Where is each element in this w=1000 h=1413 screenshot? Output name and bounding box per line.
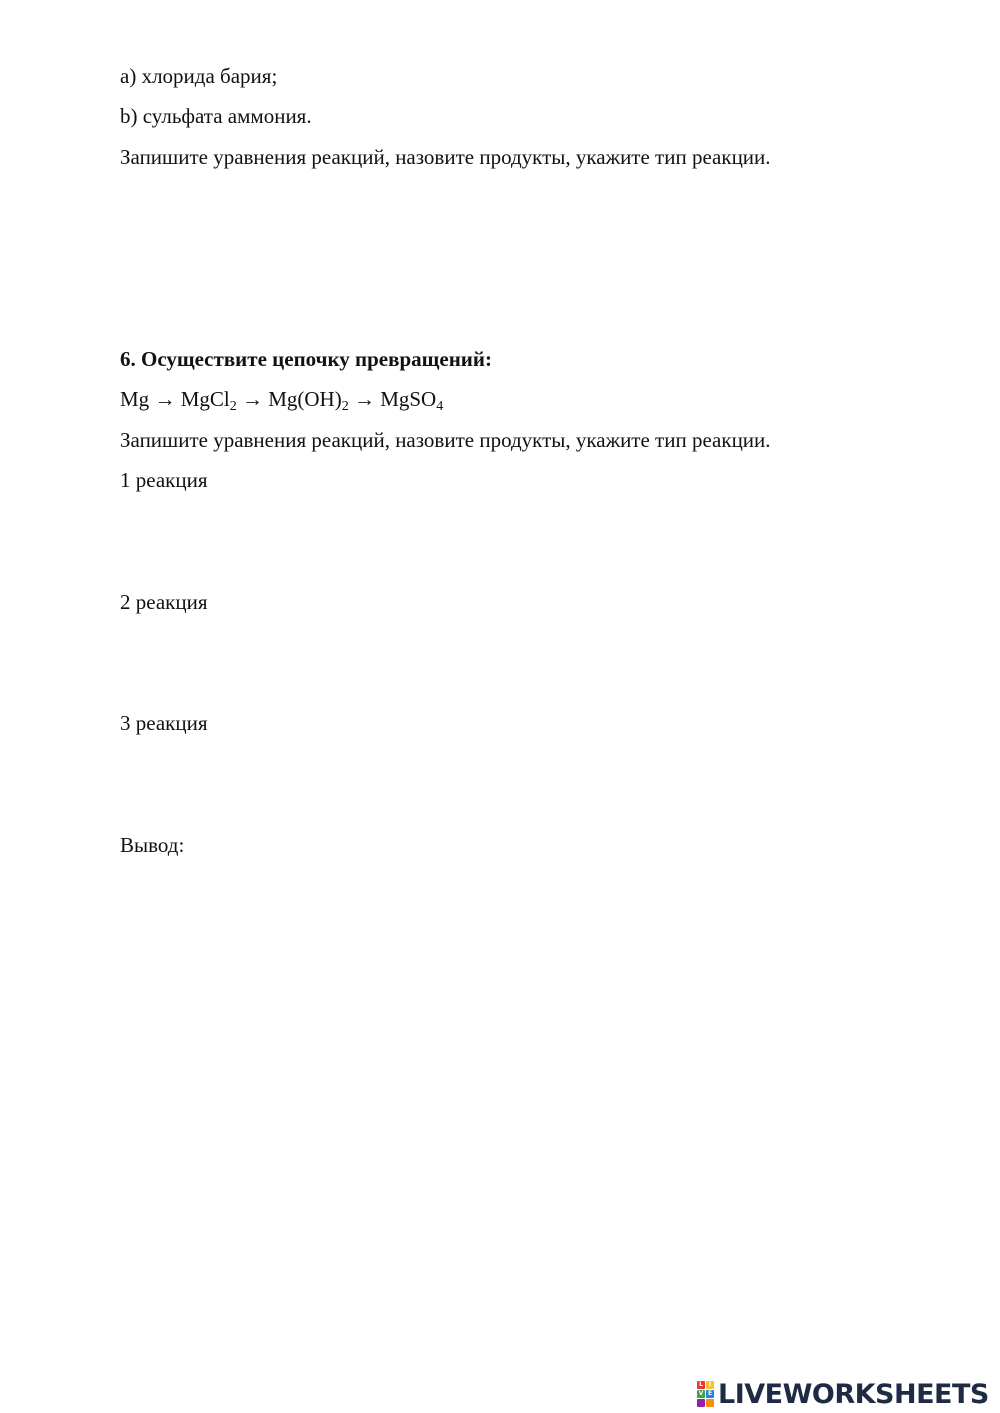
logo-square: I xyxy=(706,1381,714,1389)
logo-square: E xyxy=(707,1390,713,1397)
logo-square xyxy=(697,1399,705,1407)
logo-square: V xyxy=(698,1390,704,1397)
arrow-3: → xyxy=(353,387,375,411)
liveworksheets-logo xyxy=(697,1377,989,1411)
conclusion-label: Вывод: xyxy=(120,833,185,857)
task6-chain-formula xyxy=(120,386,443,412)
logo-square xyxy=(706,1399,714,1407)
arrow-2: → xyxy=(241,387,263,411)
task6-instruction: Запишите уравнения реакций, назовите продукты, укажите тип реакции. xyxy=(120,428,771,452)
reaction-3-label: 3 реакция xyxy=(120,711,208,735)
formula-mgso4: MgSO$_4$ xyxy=(380,387,444,414)
formula-mgcl2: MgCl$_2$ xyxy=(180,387,237,414)
task6-heading: 6. Осуществите цепочку превращений: xyxy=(120,347,492,371)
logo-square: L xyxy=(697,1381,705,1389)
task5-instruction: Запишите уравнения реакций, назовите продукты, укажите тип реакции. xyxy=(120,145,771,169)
logo-text: LIVEWORKSHEETS xyxy=(718,1378,989,1410)
logo-mark-icon xyxy=(697,1381,714,1407)
task5-item-a: a) хлорида бария; xyxy=(120,64,278,88)
arrow-1: → xyxy=(154,387,176,411)
reaction-1-label: 1 реакция xyxy=(120,468,208,492)
task5-item-b: b) сульфата аммония. xyxy=(120,104,312,128)
formula-mgoh2: $Mg(OH)_2$ xyxy=(268,387,349,414)
formula-mg: Mg xyxy=(120,387,150,411)
reaction-2-label: 2 реакция xyxy=(120,590,208,614)
